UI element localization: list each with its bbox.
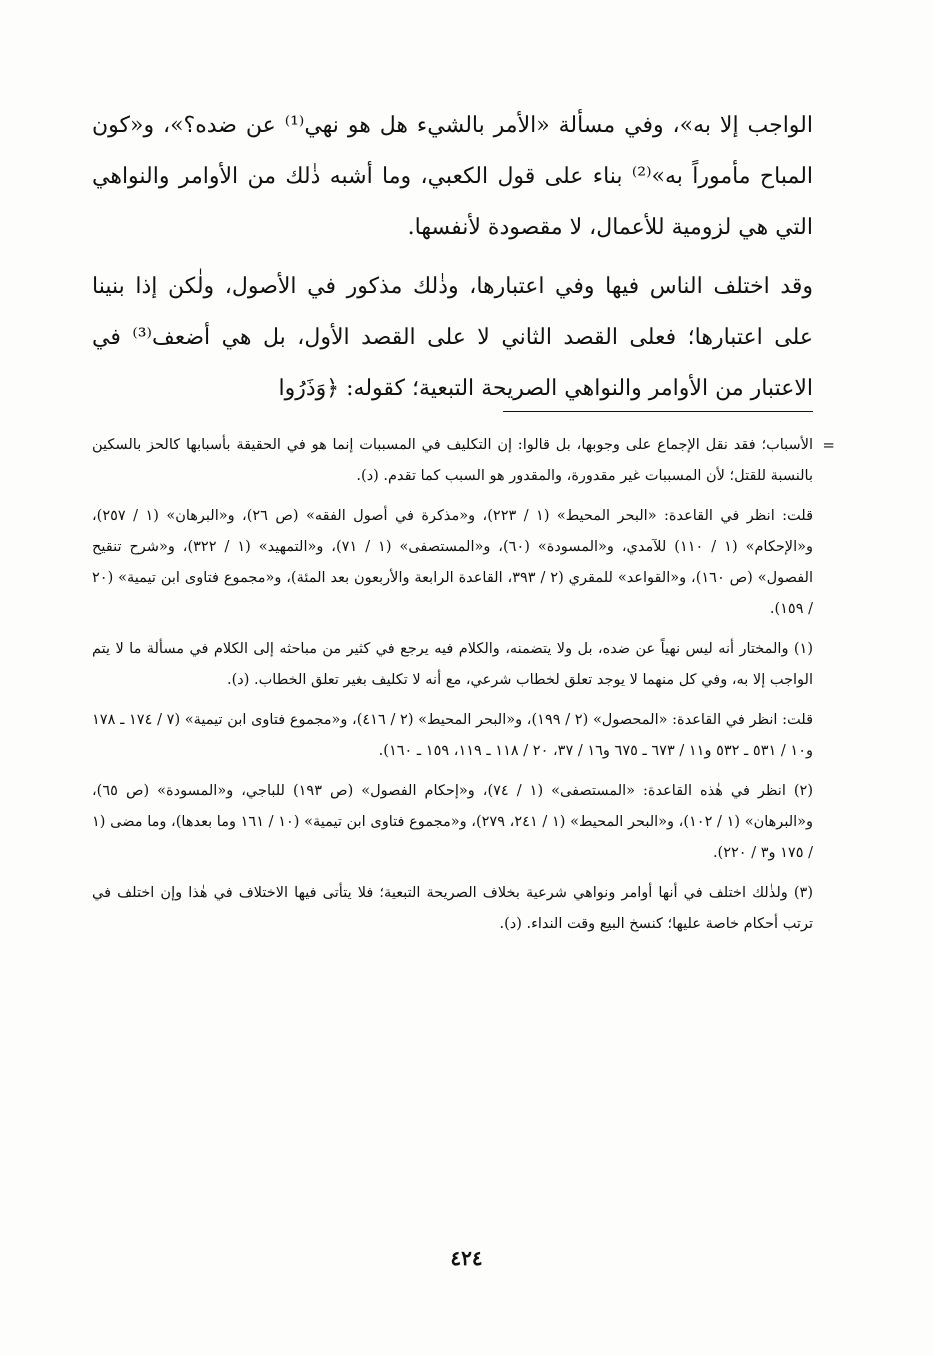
footnote-2: (٢) انظر في هٰذه القاعدة: «المستصفى» (١ / ٧٤)، و«إحكام الفصول» (ص ١٩٣) للباجي، و«المسودة» (ص ٦٥)، و«البرهان» (١ / ١٠٢)، و«البحر المحيط» (١ / ٢٤١، ٢٧٩)، و«مجموع فتاوى ابن تيمية» (١٠ / ١٦١ وما بعدها)، وما مضى (١ / ١٧٥ و٣ / ٢٢٠). [92, 783, 814, 861]
main-paragraph-1: الواجب إلا به»، وفي مسألة «الأمر بالشيء هل هو نهي⁽¹⁾ عن ضده؟»، و«كون المباح مأموراً به»⁽²⁾ بناء على قول الكعبي، وما أشبه ذٰلك من الأوامر والنواهي التي هي لزومية للأعمال، لا مقصودة لأنفسها. [92, 113, 814, 240]
footnote-continuation-editor-note: قلت: انظر في القاعدة: «البحر المحيط» (١ / ٢٢٣)، و«مذكرة في أصول الفقه» (ص ٢٦)، و«البرهان» (١ / ٢٥٧)، و«الإحكام» (١ / ١١٠) للآمدي، و«المسودة» (٦٠)، و«المستصفى» (١ / ٧١)، و«التمهيد» (١ / ٣٢٢)، و«شرح تنقيح الفصول» (ص ١٦٠)، و«القواعد» للمقري (٢ / ٣٩٣، القاعدة الرابعة والأربعون بعد المئة)، و«مجموع فتاوى ابن تيمية» (٢٠ / ١٥٩). [92, 508, 814, 617]
footnote-continuation-text: الأسباب؛ فقد نقل الإجماع على وجوبها، بل قالوا: إن التكليف في المسببات إنما هو في الحقيقة بأسبابها كالحز بالسكين بالنسبة للقتل؛ لأن المسببات غير مقدورة، والمقدور هو السبب كما تقدم. (د). [92, 437, 813, 484]
main-text [92, 100, 813, 414]
footnote-1-editor-note: قلت: انظر في القاعدة: «المحصول» (٢ / ١٩٩)، و«البحر المحيط» (٢ / ٤١٦)، و«مجموع فتاوى ابن تيمية» (٧ / ١٧٤ ـ ١٧٨ و١٠ / ٥٣١ ـ ٥٣٢ و١١ / ٦٧٣ ـ ٦٧٥ و١٦ / ٣٧، ٢٠ / ١١٨ ـ ١١٩، ١٥٩ ـ ١٦٠). [92, 712, 813, 759]
page-number: ٤٢٤ [450, 1246, 483, 1270]
footnote-divider [503, 411, 813, 412]
continuation-mark: = [822, 436, 835, 454]
footnote-continuation [92, 430, 835, 492]
footnote-3: (٣) ولذٰلك اختلف في أنها أوامر ونواهي شرعية بخلاف الصريحة التبعية؛ فلا يتأتى فيها الاختلاف في هٰذا وإن اختلف في ترتب أحكام خاصة عليها؛ كنسخ البيع وقت النداء. (د). [92, 885, 813, 932]
footnote-1: (١) والمختار أنه ليس نهياً عن ضده، بل ولا يتضمنه، والكلام فيه يرجع في كثير من مباحثه إلى الكلام في مسألة ما لا يتم الواجب إلا به، وفي كل منهما لا يوجد تعلق لخطاب شرعي، مع أنه لا تكليف بغير تعلق الخطاب. (د). [92, 641, 813, 688]
footnotes [92, 430, 835, 940]
main-paragraph-2: وقد اختلف الناس فيها وفي اعتبارها، وذٰلك مذكور في الأصول، ولٰكن إذا بنينا على اعتبارها؛ فعلى القصد الثاني لا على القصد الأول، بل هي أضعف⁽³⁾ في الاعتبار من الأوامر والنواهي الصريحة التبعية؛ كقوله: ﴿وَذَرُوا [92, 274, 813, 401]
